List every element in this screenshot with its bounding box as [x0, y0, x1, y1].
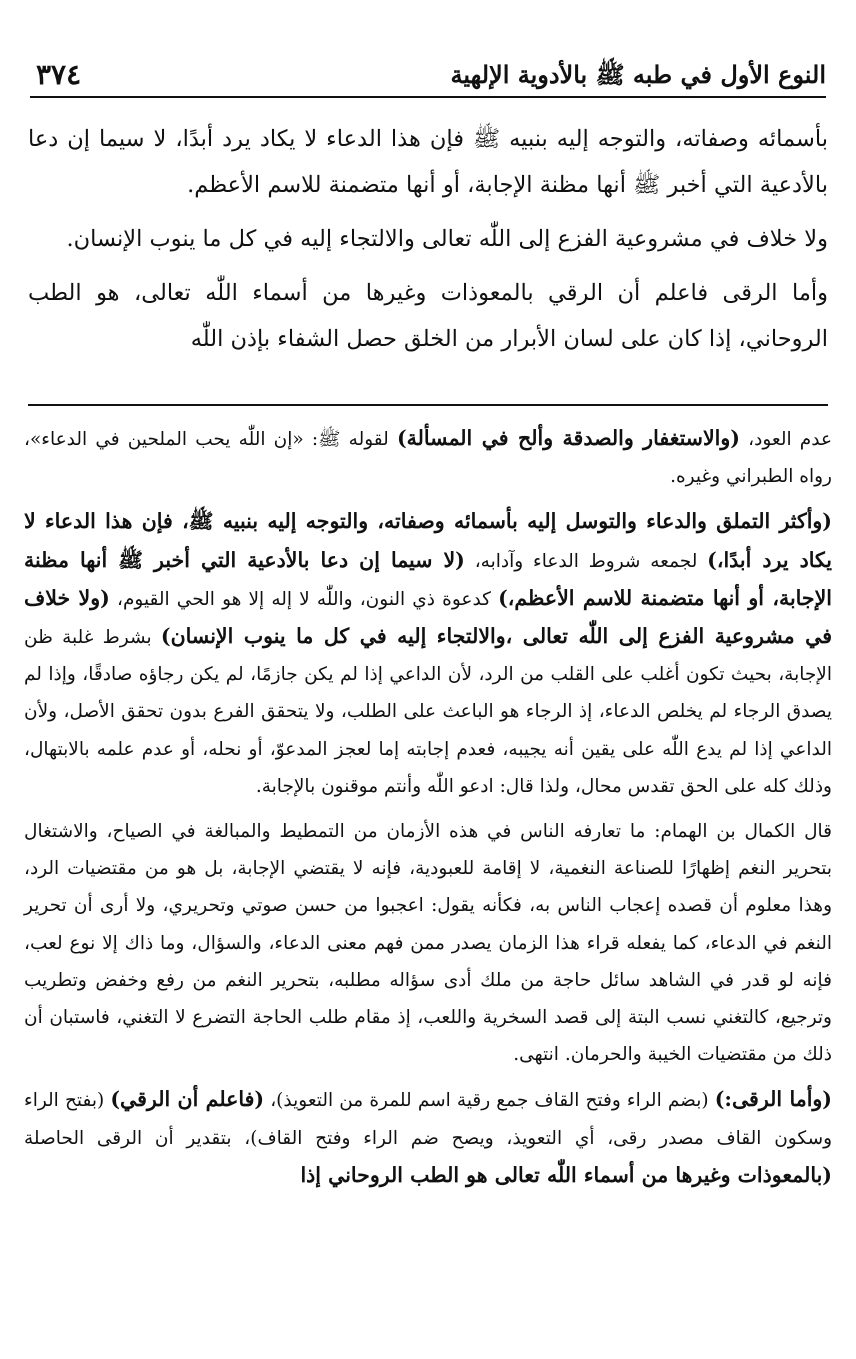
main-paragraph: وأما الرقى فاعلم أن الرقي بالمعوذات وغيرها من أسماء اللّٰه تعالى، هو الطب الروحاني، إذا كان على لسان الأبرار من الخلق حصل الشفاء بإذن اللّٰه [28, 280, 828, 352]
main-text [28, 116, 828, 370]
commentary-paragraph: قال الكمال بن الهمام: ما تعارفه الناس في هذه الأزمان من التمطيط والمبالغة في الصياح، والاشتغال بتحرير النغم إظهارًا للصناعة النغمية، لا إقامة للعبودية، فإنه لا يقتضي الإجابة، بل هو من مقتضيات الرد، وهذا معلوم أن قصده إعجاب الناس به، فكأنه يقول: اعجبوا من حسن صوتي وتحريري، ولا أرى أن تحرير النغم في الدعاء، كما يفعله قراء هذا الزمان يصدر ممن فهم معنى الدعاء، والسؤال، وما ذاك إلا نوع لعب، فإنه لو قدر في الشاهد سائل حاجة من ملك أدى سؤاله مطلبه، بتحرير النغم من رفع وخفض وتطريب وترجيع، كالتغني نسب البتة إلى قصد السخرية واللعب، إذ مقام طلب الحاجة التضرع لا التغني، فاستبان أن ذلك من مقتضيات الخيبة والحرمان. انتهى. [24, 821, 832, 1066]
quoted-matn: (وأما الرقى:) [714, 1087, 832, 1112]
page-header [30, 56, 826, 98]
commentary-text: لقوله ﷺ: «إن اللّٰه يحب الملحين في الدعاء»، رواه الطبراني وغيره. [24, 429, 832, 488]
quoted-matn: (فاعلم أن الرقي) [110, 1087, 265, 1112]
commentary-paragraph [24, 420, 832, 495]
commentary-paragraph [24, 1081, 832, 1195]
commentary-text: لجمعه شروط الدعاء وآدابه، [464, 550, 708, 572]
commentary-text: كدعوة ذي النون، واللّٰه لا إله إلا هو الحي القيوم، [109, 588, 499, 610]
quoted-matn: (بالمعوذات وغيرها من أسماء اللّٰه تعالى هو الطب الروحاني إذا [300, 1162, 832, 1187]
commentary-paragraph [24, 503, 832, 805]
quoted-matn: (لا سيما إن دعا بالأدعية التي أخبر ﷺ أنها مظنة الإجابة، أو أنها متضمنة للاسم الأعظم،) [24, 547, 832, 610]
quoted-matn: (والاستغفار والصدقة وألح في المسألة) [396, 426, 740, 450]
commentary-text: عدم العود، [739, 429, 832, 450]
commentary-text: (بفتح الراء وسكون القاف مصدر رقى، أي التعويذ، ويصح ضم الراء وفتح القاف)، بتقدير أن الرقى الحاصلة [24, 1090, 832, 1149]
main-paragraph: بأسمائه وصفاته، والتوجه إليه بنبيه ﷺ فإن هذا الدعاء لا يكاد يرد أبدًا، لا سيما إن دعا بالأدعية التي أخبر ﷺ أنها مظنة الإجابة، أو أنها متضمنة للاسم الأعظم. [28, 126, 828, 198]
running-title: النوع الأول في طبه ﷺ بالأدوية الإلهية [450, 60, 826, 89]
main-paragraph: ولا خلاف في مشروعية الفزع إلى اللّٰه تعالى والالتجاء إليه في كل ما ينوب الإنسان. [66, 226, 828, 252]
commentary-text: بشرط غلبة ظن الإجابة، بحيث تكون أغلب على القلب من الرد، لأن الداعي إذا لم يكن جازمًا، لم يكن رجاؤه صادقًا، وإذا لم يصدق الرجاء لم يخلص الدعاء، إذ الرجاء هو الباعث على الطلب، ولا يتحقق الفرع بدون تحقق الأصل، ولأن الداعي إذا لم يدع اللّٰه على يقين أنه يجيبه، فعدم إجابته إما لعجز المدعوّ، أو نحله، أو عدم علمه بالابتهال، وذلك كله على الحق تقدس محال، ولذا قال: ادعو اللّٰه وأنتم موقنون بالإجابة. [24, 627, 832, 797]
quoted-matn: (ولا خلاف في مشروعية الفزع إلى اللّٰه تعالى ،والالتجاء إليه في كل ما ينوب الإنسان) [24, 585, 833, 649]
commentary [24, 420, 832, 1195]
commentary-text: (بضم الراء وفتح القاف جمع رقية اسم للمرة من التعويذ)، [264, 1090, 715, 1112]
quoted-matn: (وأكثر التملق والدعاء والتوسل إليه بأسمائه وصفاته، والتوجه إليه بنبيه ﷺ، فإن هذا الدعاء لا يكاد يرد أبدًا،) [24, 509, 833, 572]
footnote-divider [28, 404, 828, 406]
page-number: ٣٧٤ [36, 58, 82, 91]
